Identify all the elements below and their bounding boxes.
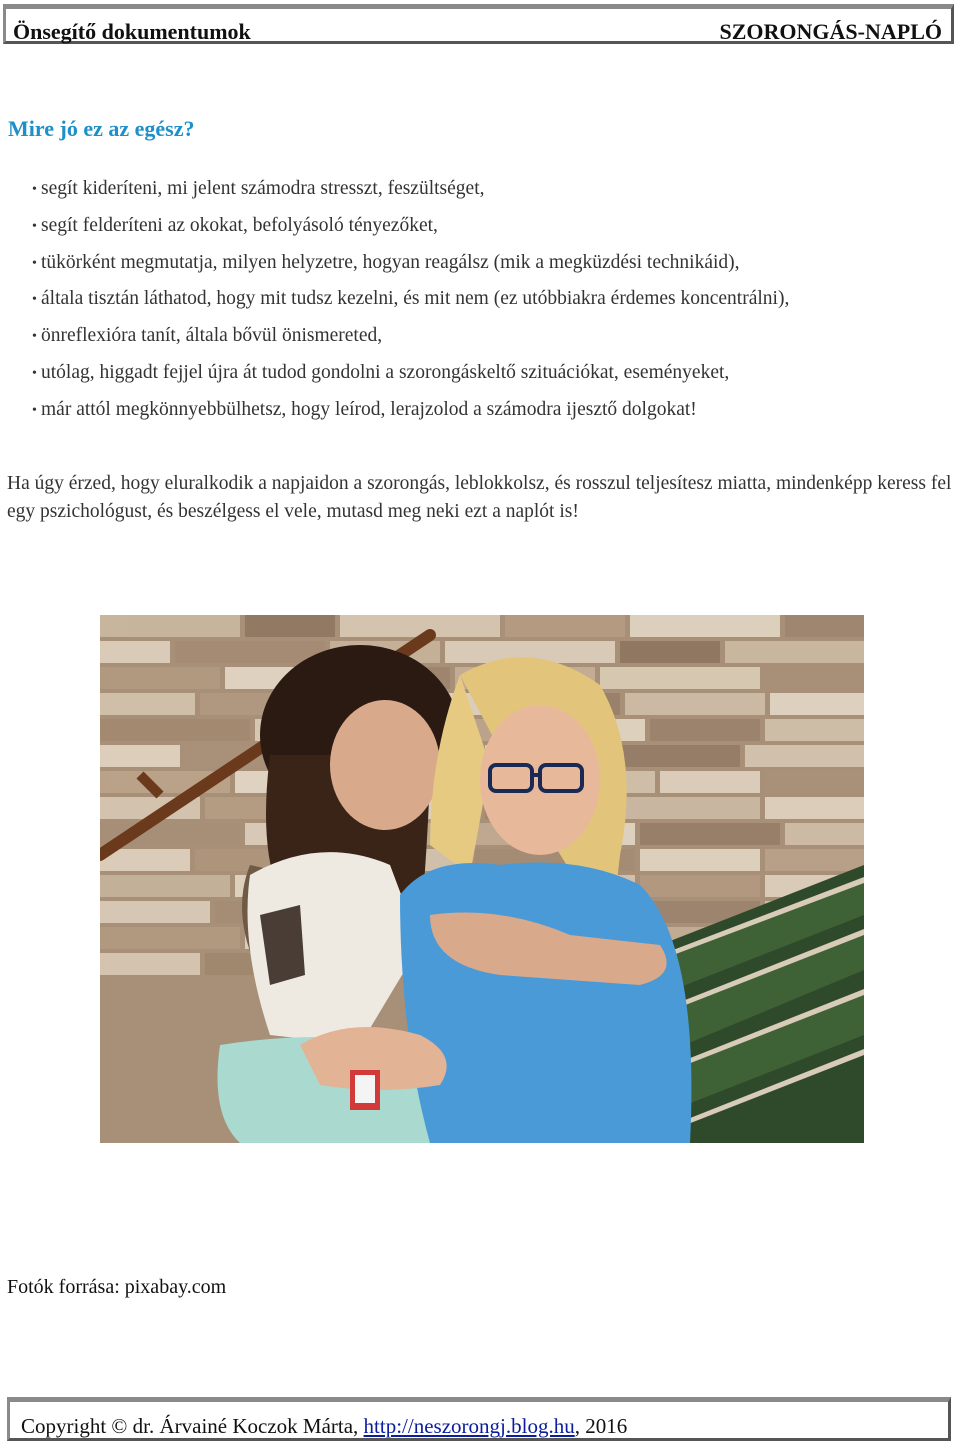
advice-paragraph: Ha úgy érzed, hogy eluralkodik a napjaidon a szorongás, leblokkolsz, és rosszul teljesítesz miatta, mindenképp keress fel egy pszichológust, és beszélgess el vele, mutasd meg neki ezt a naplót is! — [7, 473, 952, 522]
list-item: • segít felderíteni az okokat, befolyásoló tényezőket, — [32, 212, 789, 249]
photo-mother-and-daughter — [100, 615, 864, 1143]
bullet-icon: • — [32, 292, 37, 308]
copyright-notice — [21, 1414, 627, 1439]
header-title: Önsegítő dokumentumok — [13, 19, 251, 44]
photo-source-credit: Fotók forrása: pixabay.com — [7, 1276, 227, 1298]
list-item: • utólag, higgadt fejjel újra át tudod gondolni a szorongáskeltő szituációkat, eseményeket, — [32, 359, 789, 396]
photo-illustration — [100, 615, 864, 1143]
list-item: • önreflexióra tanít, általa bővül önismereted, — [32, 322, 789, 359]
bullet-icon: • — [32, 365, 37, 381]
section-heading: Mire jó ez az egész? — [8, 116, 195, 141]
bullet-icon: • — [32, 218, 37, 234]
copyright-text: Copyright © dr. Árvainé Koczok Márta, — [21, 1414, 364, 1438]
list-item: • tükörként megmutatja, milyen helyzetre, hogyan reagálsz (mik a megküzdési technikáid), — [32, 249, 789, 286]
benefits-list — [32, 175, 789, 433]
blog-link[interactable]: http://neszorongj.blog.hu — [363, 1414, 575, 1438]
header-document-name: SZORONGÁS-NAPLÓ — [719, 19, 942, 44]
copyright-year: , 2016 — [574, 1414, 628, 1438]
list-item: • segít kideríteni, mi jelent számodra stresszt, feszültséget, — [32, 175, 789, 212]
page-footer — [7, 1397, 951, 1441]
bullet-icon: • — [32, 402, 37, 418]
bullet-icon: • — [32, 255, 37, 271]
page-header — [3, 4, 954, 44]
list-item: • már attól megkönnyebbülhetsz, hogy leírod, lerajzolod a számodra ijesztő dolgokat! — [32, 396, 789, 433]
list-item: • általa tisztán láthatod, hogy mit tudsz kezelni, és mit nem (ez utóbbiakra érdemes koncentrálni), — [32, 285, 789, 322]
bullet-icon: • — [32, 329, 37, 345]
bullet-icon: • — [32, 182, 37, 197]
